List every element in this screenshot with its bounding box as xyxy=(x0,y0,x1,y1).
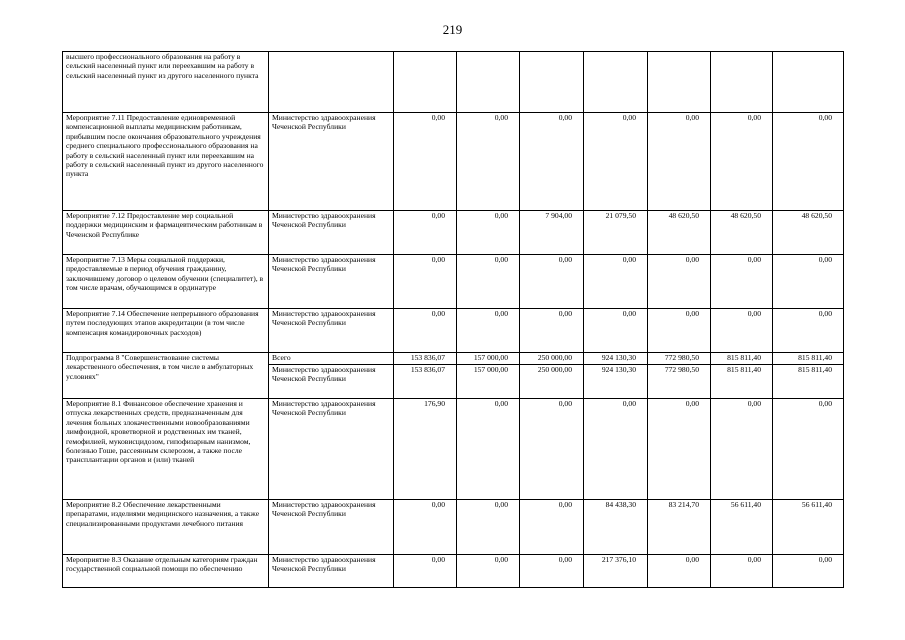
value-cell: 924 130,30 xyxy=(584,365,648,399)
value-cell: 0,00 xyxy=(394,113,457,211)
value-cell: 0,00 xyxy=(711,113,773,211)
value-cell: 0,00 xyxy=(394,255,457,309)
value-cell: 0,00 xyxy=(457,309,520,353)
value-cell: 0,00 xyxy=(394,211,457,255)
table-row xyxy=(63,555,844,588)
value-cell: 48 620,50 xyxy=(648,211,711,255)
value-cell: 0,00 xyxy=(711,399,773,500)
value-cell: 815 811,40 xyxy=(711,353,773,365)
value-cell: 0,00 xyxy=(648,309,711,353)
executor-cell xyxy=(269,52,394,113)
executor-cell: Министерство здравоохранения Чеченской Республики xyxy=(269,211,394,255)
executor-cell: Министерство здравоохранения Чеченской Республики xyxy=(269,255,394,309)
table-row xyxy=(63,211,844,255)
value-cell: 0,00 xyxy=(773,255,844,309)
table-row xyxy=(63,399,844,500)
value-cell: 0,00 xyxy=(773,399,844,500)
value-cell xyxy=(457,52,520,113)
executor-cell: Министерство здравоохранения Чеченской Республики xyxy=(269,309,394,353)
value-cell: 250 000,00 xyxy=(520,365,584,399)
budget-table xyxy=(62,51,844,588)
activity-name-cell: Мероприятие 7.11 Предоставление единовременной компенсационной выплаты медицинским работникам, прибывшим после окончания образовательного учреждения среднего специального профессионального образования на работу в сельский населенный пункт или переехавшим на работу в сельский населенный пункт из другого населенного пункта xyxy=(63,113,269,211)
value-cell: 0,00 xyxy=(648,113,711,211)
value-cell xyxy=(584,52,648,113)
table-row xyxy=(63,255,844,309)
value-cell: 0,00 xyxy=(711,309,773,353)
executor-cell: Министерство здравоохранения Чеченской Республики xyxy=(269,500,394,555)
value-cell: 217 376,10 xyxy=(584,555,648,588)
subprogram-name-cell: Подпрограмма 8 "Совершенствование системы лекарственного обеспечения, в том числе в амбулаторных условиях" xyxy=(63,353,269,399)
value-cell: 815 811,40 xyxy=(773,365,844,399)
value-cell: 153 836,07 xyxy=(394,353,457,365)
value-cell: 0,00 xyxy=(584,113,648,211)
value-cell: 48 620,50 xyxy=(711,211,773,255)
value-cell xyxy=(520,52,584,113)
activity-name-cell: Мероприятие 8.2 Обеспечение лекарственными препаратами, изделиями медицинского назначения, а также специализированными продуктами лечебного питания xyxy=(63,500,269,555)
value-cell: 84 438,30 xyxy=(584,500,648,555)
value-cell xyxy=(773,52,844,113)
value-cell: 0,00 xyxy=(711,255,773,309)
activity-name-cell: высшего профессионального образования на работу в сельский населенный пункт или переехавшим на работу в сельский населенный пункт из другого населенного пункта xyxy=(63,52,269,113)
table-row xyxy=(63,113,844,211)
activity-name-cell: Мероприятие 7.12 Предоставление мер социальной поддержки медицинским и фармацевтическим работникам в Чеченской Республике xyxy=(63,211,269,255)
value-cell: 157 000,00 xyxy=(457,353,520,365)
value-cell: 772 980,50 xyxy=(648,365,711,399)
value-cell: 0,00 xyxy=(648,399,711,500)
value-cell: 176,90 xyxy=(394,399,457,500)
page-number: 219 xyxy=(442,22,463,37)
value-cell: 83 214,70 xyxy=(648,500,711,555)
value-cell: 0,00 xyxy=(394,555,457,588)
value-cell: 0,00 xyxy=(394,500,457,555)
value-cell: 0,00 xyxy=(773,555,844,588)
executor-cell: Министерство здравоохранения Чеченской Республики xyxy=(269,365,394,399)
value-cell: 0,00 xyxy=(457,500,520,555)
executor-cell: Министерство здравоохранения Чеченской Республики xyxy=(269,399,394,500)
value-cell: 0,00 xyxy=(711,555,773,588)
value-cell: 0,00 xyxy=(773,113,844,211)
total-label-cell: Всего xyxy=(269,353,394,365)
value-cell xyxy=(648,52,711,113)
activity-name-cell: Мероприятие 8.3 Оказание отдельным категориям граждан государственной социальной помощи по обеспечению xyxy=(63,555,269,588)
value-cell: 0,00 xyxy=(394,309,457,353)
activity-name-cell: Мероприятие 8.1 Финансовое обеспечение хранения и отпуска лекарственных средств, предназначенным для лечения больных злокачественными новообразованиями лимфоидной, кроветворной и родственных им тканей, гемофилией, муковисцидозом, гипофизарным нанизмом, болезнью Гоше, рассеянным склерозом, а также после трансплантации органов и (или) тканей xyxy=(63,399,269,500)
table-row xyxy=(63,52,844,113)
value-cell: 21 079,50 xyxy=(584,211,648,255)
value-cell: 56 611,40 xyxy=(773,500,844,555)
activity-name-cell: Мероприятие 7.13 Меры социальной поддержки, предоставляемые в период обучения гражданину, заключившему договор о целевом обучении (специалитет), в том числе врачам, обучающимся в ординатуре xyxy=(63,255,269,309)
value-cell: 0,00 xyxy=(648,555,711,588)
value-cell: 0,00 xyxy=(520,255,584,309)
value-cell: 815 811,40 xyxy=(711,365,773,399)
value-cell: 0,00 xyxy=(457,399,520,500)
value-cell: 0,00 xyxy=(457,113,520,211)
value-cell: 48 620,50 xyxy=(773,211,844,255)
value-cell: 7 904,00 xyxy=(520,211,584,255)
executor-cell: Министерство здравоохранения Чеченской Республики xyxy=(269,113,394,211)
value-cell: 0,00 xyxy=(520,555,584,588)
value-cell: 0,00 xyxy=(457,555,520,588)
table-row xyxy=(63,500,844,555)
table-row xyxy=(63,309,844,353)
value-cell: 0,00 xyxy=(584,309,648,353)
value-cell: 0,00 xyxy=(520,113,584,211)
value-cell xyxy=(711,52,773,113)
value-cell: 0,00 xyxy=(457,211,520,255)
value-cell: 56 611,40 xyxy=(711,500,773,555)
executor-cell: Министерство здравоохранения Чеченской Республики xyxy=(269,555,394,588)
value-cell: 157 000,00 xyxy=(457,365,520,399)
activity-name-cell: Мероприятие 7.14 Обеспечение непрерывного образования путем последующих этапов аккредитации (в том числе компенсация командировочных расходов) xyxy=(63,309,269,353)
value-cell xyxy=(394,52,457,113)
value-cell: 772 980,50 xyxy=(648,353,711,365)
value-cell: 250 000,00 xyxy=(520,353,584,365)
value-cell: 0,00 xyxy=(520,309,584,353)
value-cell: 0,00 xyxy=(457,255,520,309)
value-cell: 0,00 xyxy=(648,255,711,309)
value-cell: 815 811,40 xyxy=(773,353,844,365)
value-cell: 153 836,07 xyxy=(394,365,457,399)
value-cell: 0,00 xyxy=(584,399,648,500)
value-cell: 0,00 xyxy=(520,399,584,500)
value-cell: 0,00 xyxy=(773,309,844,353)
subprogram-total-row xyxy=(63,353,844,365)
value-cell: 0,00 xyxy=(584,255,648,309)
value-cell: 0,00 xyxy=(520,500,584,555)
value-cell: 924 130,30 xyxy=(584,353,648,365)
